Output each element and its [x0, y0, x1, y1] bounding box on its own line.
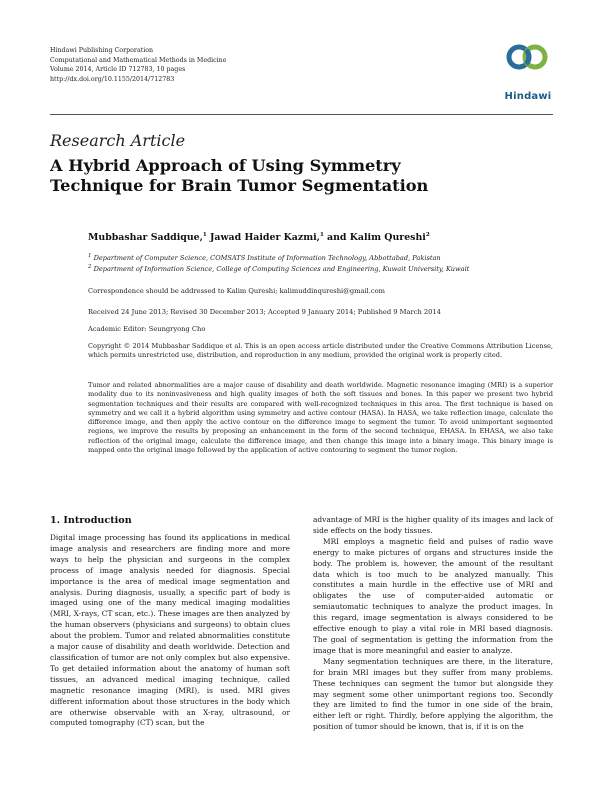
- affiliation-1: [88, 254, 441, 262]
- article-type: Research Article: [50, 131, 186, 150]
- journal-name: Computational and Mathematical Methods in Medicine: [50, 56, 227, 64]
- journal-header: [50, 46, 350, 84]
- body-paragraph: Digital image processing has found its applications in medical image analysis and researchers are finding more and more ways to help the physician and surgeons in the complex process of image analysis needed for diagnosis. Special importance is the area of medical image segmentation and analysis. During diagnosis, usually, a specific part of body is imaged using one of the many medical imaging modalities (MRI, X-rays, CT scan, etc.). These images are then analyzed by the human observers (physicians and surgeons) to obtain clues about the problem. Tumor and related abnormalities constitute a major cause of disability and death worldwide. Detection and classification of tumor are not only complex but also expensive. To get detailed information about the anatomy of human soft tissues, an advanced medical imaging technique, called magnetic resonance imaging (MRI), is used. MRI gives different information about those structures in the body which are otherwise observable with an X-ray, ultrasound, or computed tomography (CT) scan, but the: [50, 533, 290, 728]
- author-name: Jawad Haider Kazmi,: [206, 232, 320, 243]
- body-paragraph: Many segmentation techniques are there, in the literature, for brain MRI images but they suffer from many problems. These techniques can segment the tumor but alongside they may segment some other unimportant regions too. Secondly they are limited to find the tumor in one side of the brain, either left or right. Thirdly, before applying the algorithm, the position of tumor should be known, that is, if it is on the: [313, 656, 553, 732]
- section-heading: 1. Introduction: [50, 515, 132, 526]
- academic-editor: Academic Editor: Seungryong Cho: [88, 325, 206, 333]
- affiliation-marker: 2: [88, 263, 92, 270]
- copyright-notice: Copyright © 2014 Mubbashar Saddique et al. This is an open access article distributed under the Creative Commons Attribution License, which permits unrestricted use, distribution, and reproduction in any medium, provided the original work is properly cited.: [88, 342, 553, 360]
- publisher: Hindawi Publishing Corporation: [50, 47, 154, 54]
- affiliation-marker: 1: [88, 252, 92, 259]
- publication-dates: Received 24 June 2013; Revised 30 December 2013; Accepted 9 January 2014; Published 9 March 2014: [88, 308, 441, 316]
- author-list: [88, 232, 430, 243]
- author-affil-marker: 2: [425, 231, 430, 238]
- body-paragraph: advantage of MRI is the higher quality of its images and lack of side effects on the body tissues.: [313, 515, 553, 535]
- logo-wordmark: Hindawi: [504, 91, 552, 102]
- author-name: Mubbashar Saddique,: [88, 232, 203, 243]
- header-divider: [50, 114, 553, 115]
- abstract: Tumor and related abnormalities are a major cause of disability and death worldwide. Magnetic resonance imaging (MRI) is a superior modality due to its noninvasiveness and high quality images of both the soft tissues and bones. In this paper we present two hybrid segmentation techniques and their results are compared with well-recognized techniques in this area. The first technique is based on symmetry and we call it a hybrid algorithm using symmetry and active contour (HASA). In HASA, we take reflection image, calculate the difference image, and then apply the active contour on the difference image to segment the tumor. To avoid unimportant segmented regions, we improve the results by proposing an enhancement in the form of the second technique, EHASA. In EHASA, we also take reflection of the original image, calculate the difference image, and then change this image into a binary image. This binary image is mapped onto the original image followed by the application of active contouring to segment the tumor region.: [88, 381, 553, 455]
- affiliation-2: [88, 265, 469, 273]
- author-name: and Kalim Qureshi: [323, 232, 426, 243]
- author-affil-marker: 1: [319, 231, 324, 238]
- article-title: A Hybrid Approach of Using Symmetry Technique for Brain Tumor Segmentation: [50, 156, 429, 195]
- body-paragraph: MRI employs a magnetic field and pulses of radio wave energy to make pictures of organs and structures inside the body. The problem is, however, the amount of the resultant data which is too much to be analyzed manually. This constitutes a main hurdle in the effective use of MRI and obligates the use of computer-aided automatic or semiautomatic techniques to analyze the product images. In this regard, image segmentation is always considered to be effective enough to play a vital role in MRI based diagnosis. The goal of segmentation is getting the information from the image that is more meaningful and easier to analyze.: [313, 536, 553, 655]
- right-column: [313, 515, 553, 733]
- author-affil-marker: 1: [202, 231, 207, 238]
- left-column: [50, 533, 290, 729]
- doi-link[interactable]: http://dx.doi.org/10.1155/2014/712783: [50, 75, 175, 83]
- affiliation-text: Department of Computer Science, COMSATS Institute of Information Technology, Abbottabad, Pakistan: [91, 254, 441, 262]
- correspondence: Correspondence should be addressed to Kalim Qureshi; kalimuddinqureshi@gmail.com: [88, 287, 386, 295]
- volume-info: Volume 2014, Article ID 712783, 10 pages: [50, 66, 186, 73]
- affiliation-text: Department of Information Science, College of Computing Sciences and Engineering, Kuwait University, Kuwait: [91, 265, 470, 273]
